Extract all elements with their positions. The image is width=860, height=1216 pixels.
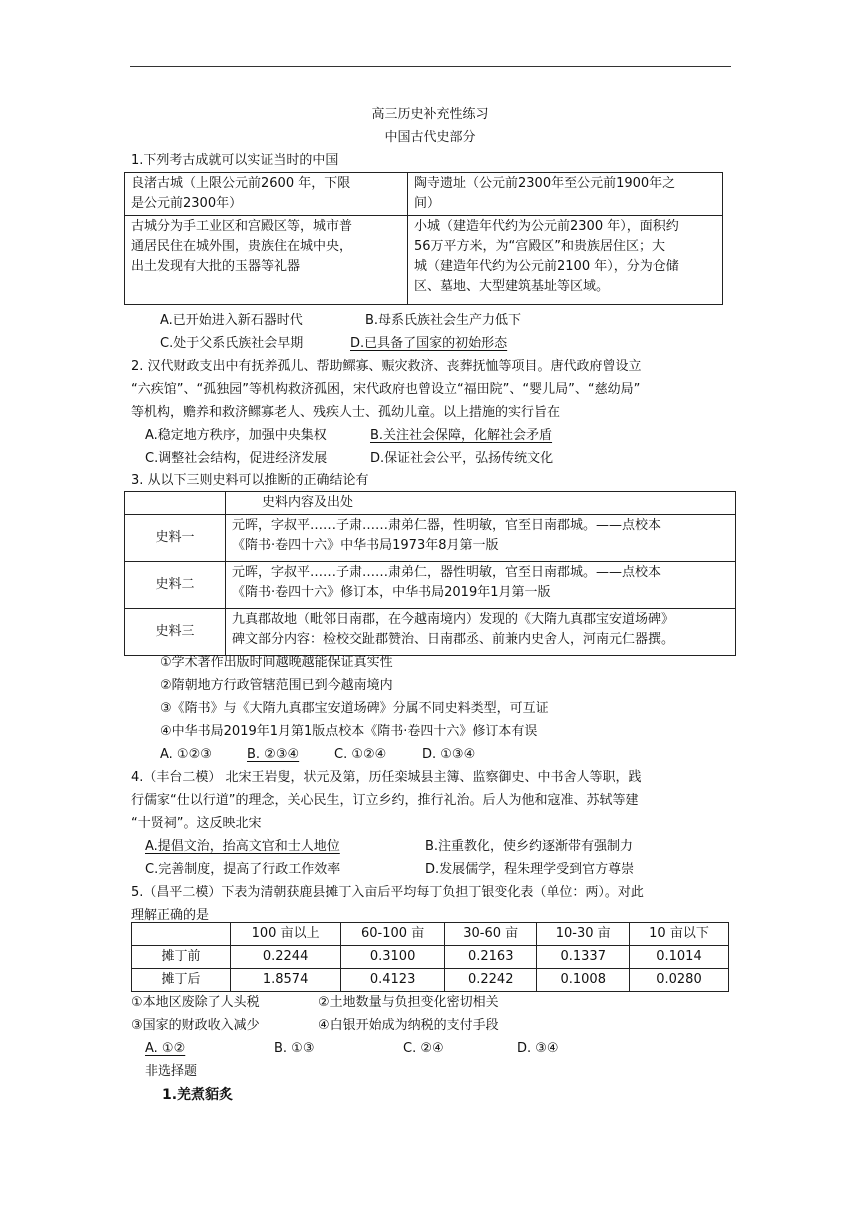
q5-stem-line1: 5.（昌平二模）下表为清朝获鹿县摊丁入亩后平均每丁负担丁银变化表（单位：两）。对此: [131, 885, 644, 900]
q3-statement-3: ③《隋书》与《大隋九真郡宝安道场碑》分属不同史料类型，可互证: [160, 701, 549, 716]
header-rule: [130, 66, 731, 67]
q2-option-c: C.调整社会结构，促进经济发展: [145, 451, 328, 466]
q1-cell-taosi-body: 小城（建造年代约为公元前2300 年），面积约 56万平方米，为“宫殿区”和贵族居住区；大 城（建造年代约为公元前2100 年），分为仓储 区、墓地、大型建筑基址等区域。: [408, 216, 723, 305]
q5-cell: 1.8574: [231, 969, 341, 992]
q5-cell: 0.1014: [629, 946, 728, 969]
page-title: 高三历史补充性练习: [371, 107, 489, 122]
q3-row-label-2: 史料二: [125, 562, 226, 609]
non-choice-heading: 非选择题: [145, 1064, 198, 1079]
q5-cell: 0.2163: [444, 946, 537, 969]
q4-stem-line1: 4.（丰台二模） 北宋王岩叟，状元及第，历任栾城县主簿、监察御史、中书舍人等职，践: [131, 770, 642, 785]
q4-option-b: B.注重教化，使乡约逐渐带有强制力: [425, 839, 634, 854]
q5-option-d: D. ③④: [517, 1041, 559, 1056]
q2-option-d: D.保证社会公平，弘扬传统文化: [370, 451, 554, 466]
q3-table-header: 史料内容及出处: [226, 492, 736, 515]
q3-statement-4: ④中华书局2019年1月第1版点校本《隋书·卷四十六》修订本有误: [160, 724, 538, 739]
q1-cell-taosi-head: 陶寺遗址（公元前2300年至公元前1900年之 间）: [408, 173, 723, 216]
q1-cell-liangzhu-body: 古城分为手工业区和宫殿区等，城市普 通居民住在城外围，贵族住在城中央， 出土发现有大批的玉器等礼器: [125, 216, 408, 305]
q1-table: [124, 172, 723, 305]
q5-cell: 0.2244: [231, 946, 341, 969]
q1-stem: 1.下列考古成就可以实证当时的中国: [131, 153, 339, 168]
q5-statement-2: ②土地数量与负担变化密切相关: [318, 995, 499, 1010]
q5-cell: 0.2242: [444, 969, 537, 992]
q5-cell: 0.1337: [537, 946, 630, 969]
q2-stem-line2: “六疾馆”、“孤独园”等机构救济孤困，宋代政府也曾设立“福田院”、“婴儿局”、“慈幼局”: [131, 382, 641, 397]
q5-row-label-before: 摊丁前: [132, 946, 231, 969]
q5-option-c: C. ②④: [403, 1041, 444, 1056]
q4-option-c: C.完善制度，提高了行政工作效率: [145, 862, 341, 877]
q1-option-b: B.母系氏族社会生产力低下: [365, 313, 522, 328]
q1-option-d-answer: D.已具备了国家的初始形态: [350, 336, 508, 351]
q2-option-a: A.稳定地方秩序，加强中央集权: [145, 428, 327, 443]
q2-option-b-answer: B.关注社会保障，化解社会矛盾: [370, 428, 553, 443]
q5-header-60-100: 60-100 亩: [341, 923, 445, 946]
q3-row-content-3: 九真郡故地（毗邻日南郡，在今越南境内）发现的《大隋九真郡宝安道场碑》 碑文部分内容：检校交趾郡赞治、日南郡丞、前兼内史舍人，河南元仁器撰。: [226, 609, 736, 656]
q3-row-label-3: 史料三: [125, 609, 226, 656]
q3-statement-2: ②隋朝地方行政管辖范围已到今越南境内: [160, 678, 393, 693]
q4-stem-line3: “十贤祠”。这反映北宋: [131, 816, 262, 831]
q5-option-a-answer: A. ①②: [145, 1041, 186, 1056]
q5-header-blank: [132, 923, 231, 946]
q3-stem: 3. 从以下三则史料可以推断的正确结论有: [131, 473, 369, 488]
page-subtitle: 中国古代史部分: [384, 130, 476, 145]
q3-option-c: C. ①②④: [334, 747, 387, 762]
q3-row-label-1: 史料一: [125, 515, 226, 562]
q5-statement-4: ④白银开始成为纳税的支付手段: [318, 1018, 499, 1033]
q3-option-b-answer: B. ②③④: [247, 747, 300, 762]
q5-cell: 0.0280: [629, 969, 728, 992]
q5-option-b: B. ①③: [274, 1041, 315, 1056]
q5-header-100-plus: 100 亩以上: [231, 923, 341, 946]
q3-row-content-2: 元晖，字叔平……子肃……肃弟仁，器性明敏，官至日南郡城。——点校本 《隋书·卷四十六》修订本，中华书局2019年1月第一版: [226, 562, 736, 609]
q3-row-content-1: 元晖，字叔平……子肃……肃弟仁器，性明敏，官至日南郡城。——点校本 《隋书·卷四十六》中华书局1973年8月第一版: [226, 515, 736, 562]
q4-option-d: D.发展儒学，程朱理学受到官方尊崇: [425, 862, 635, 877]
q5-cell: 0.3100: [341, 946, 445, 969]
q4-stem-line2: 行儒家“仕以行道”的理念，关心民生，订立乡约，推行礼治。后人为他和寇准、苏轼等建: [131, 793, 639, 808]
q5-header-10-30: 10-30 亩: [537, 923, 630, 946]
q4-option-a-answer: A.提倡文治，抬高文官和士人地位: [145, 839, 340, 854]
q1-option-c: C.处于父系氏族社会早期: [160, 336, 304, 351]
q5-statement-3: ③国家的财政收入减少: [131, 1018, 260, 1033]
q1-option-a: A.已开始进入新石器时代: [160, 313, 303, 328]
q5-cell: 0.1008: [537, 969, 630, 992]
q2-stem-line1: 2. 汉代财政支出中有抚养孤儿、帮助鳏寡、赈灾救济、丧葬抚恤等项目。唐代政府曾设立: [131, 359, 642, 374]
q5-table: [131, 922, 729, 992]
q5-stem-line2: 理解正确的是: [131, 908, 210, 923]
q5-header-under-10: 10 亩以下: [629, 923, 728, 946]
q3-option-a: A. ①②③: [160, 747, 212, 762]
non-choice-item-1: 1.羌煮貊炙: [162, 1087, 234, 1103]
q5-row-label-after: 摊丁后: [132, 969, 231, 992]
q3-statement-1: ①学术著作出版时间越晚越能保证真实性: [160, 655, 393, 670]
q1-cell-liangzhu-head: 良渚古城（上限公元前2600 年，下限 是公元前2300年）: [125, 173, 408, 216]
q5-statement-1: ①本地区废除了人头税: [131, 995, 260, 1010]
q3-table: [124, 491, 736, 656]
q5-header-30-60: 30-60 亩: [444, 923, 537, 946]
q3-option-d: D. ①③④: [422, 747, 476, 762]
q2-stem-line3: 等机构，赡养和救济鳏寡老人、残疾人士、孤幼儿童。以上措施的实行旨在: [131, 405, 561, 420]
q5-cell: 0.4123: [341, 969, 445, 992]
